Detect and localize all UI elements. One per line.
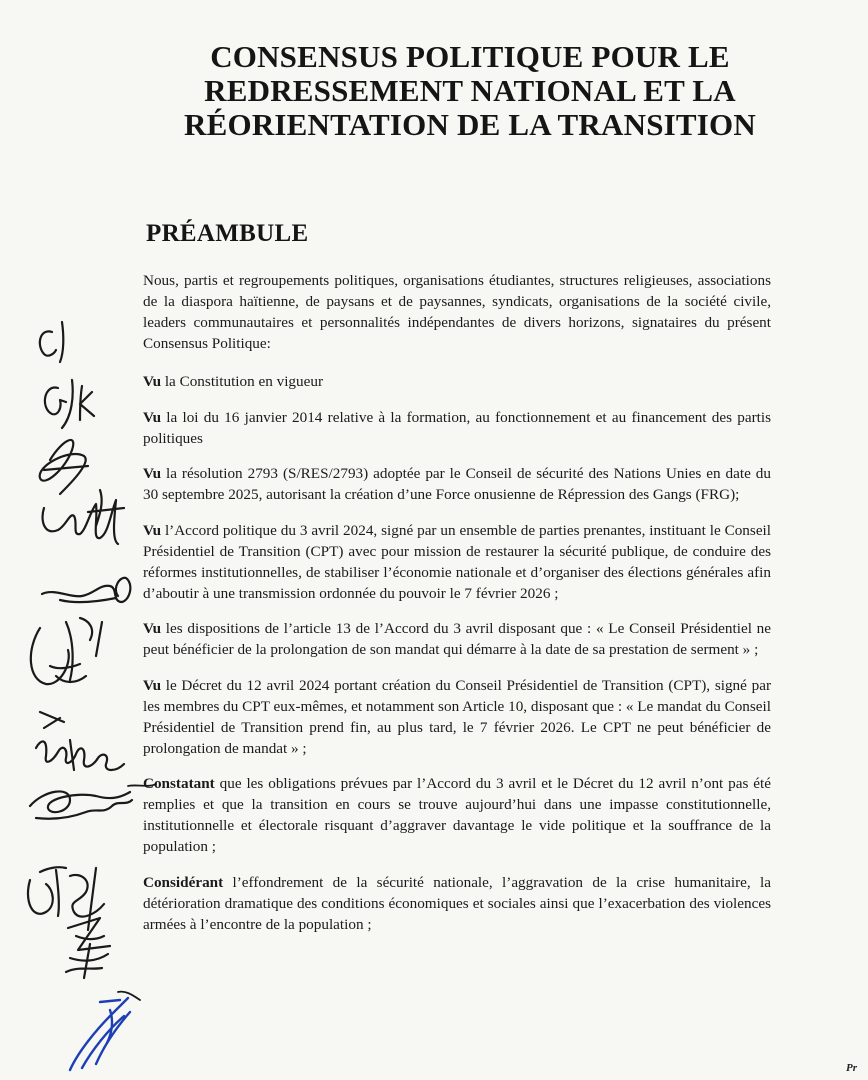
clause-lead: Constatant [143,775,215,792]
clause-lead: Vu [143,521,162,539]
overlap-scribble-2 [118,992,140,1000]
signature-1 [40,322,63,362]
clause-paragraph [143,872,771,935]
page-mark: Pr [846,1062,857,1074]
signature-6 [31,618,102,684]
signature-10 [66,918,110,978]
clause-text: l’effondrement de la sécurité nationale, l’aggravation de la crise humanitaire, la détérioration dramatique des conditions économiques et sociales ainsi que l’exacerbation des violences armées à l’encontre de la population ; [143,873,771,933]
clause-paragraph [143,371,771,392]
clause-paragraph [143,407,771,449]
clause-paragraph [143,773,771,857]
title-line-1: CONSENSUS POLITIQUE POUR LE [210,39,730,74]
clause-text: la Constitution en vigueur [161,373,324,390]
signature-8 [30,791,132,818]
preamble-body [143,270,771,949]
clause-text: le Décret du 12 avril 2024 portant création du Conseil Présidentiel de Transition (CPT), signé par les membres du CPT eux-mêmes, et notamment son Article 10, disposant que : « Le mandat du Conseil Présidentiel de Transition prend fin, au plus tard, le 7 février 2026. Le CPT ne peut bénéficier de prolongation de mandat » ; [143,676,771,757]
clause-text: l’Accord politique du 3 avril 2024, signé par un ensemble de parties prenantes, instituant le Conseil Présidentiel de Transition (CPT) avec pour mission de restaurer la sécurité publique, de conduire des réformes institutionnelles, de stabiliser l’économie nationale et d’organiser des élections générales afin d’aboutir à une transmission ordonnée du pouvoir le 7 février 2026 ; [143,521,771,602]
clause-paragraph [143,675,771,759]
clause-text: la résolution 2793 (S/RES/2793) adoptée par le Conseil de sécurité des Nations Unies en date du 30 septembre 2025, autorisant la création d’une Force onusienne de Répression des Gangs (FRG); [143,465,771,503]
clause-paragraph [143,463,771,505]
clause-lead: Vu [143,620,162,637]
clause-lead: Vu [143,465,162,482]
clause-paragraph [143,618,771,660]
section-heading: PRÉAMBULE [146,220,309,247]
document-title [120,40,820,142]
clause-lead: Vu [143,676,162,694]
clause-text: les dispositions de l’article 13 de l’Accord du 3 avril disposant que : « Le Conseil Présidentiel ne peut bénéficier de la prolongation de son mandat qui démarre à la date de sa prestation de serment » ; [143,620,771,658]
clause-lead: Vu [143,373,162,390]
signature-3 [40,440,88,494]
clause-lead: Vu [143,408,162,426]
intro-paragraph: Nous, partis et regroupements politiques, organisations étudiantes, structures religieuses, associations de la diaspora haïtienne, de paysans et de paysannes, syndicats, organisations de la société civile, leaders communautaires et personnalités indépendantes de divers horizons, signataires du présent Consensus Politique: [143,272,771,352]
signature-9 [28,867,104,930]
clause-text: que les obligations prévues par l’Accord du 3 avril et le Décret du 12 avril n’ont pas été remplies et que la transition en cours se trouve aujourd’hui dans une impasse constitutionnelle, institutionnelle et électorale risquant d’aggraver davantage le vide politique et la souffrance de la population ; [143,775,771,855]
signature-5 [42,578,130,602]
clause-lead: Considérant [143,873,224,891]
signature-2 [45,380,94,428]
title-line-3: RÉORIENTATION DE LA TRANSITION [184,107,756,142]
signature-7 [36,712,124,770]
clause-paragraph [143,520,771,604]
signature-4 [43,490,124,544]
title-line-2: REDRESSEMENT NATIONAL ET LA [204,73,736,108]
signature-11 [70,998,130,1070]
clause-text: la loi du 16 janvier 2014 relative à la formation, au fonctionnement et au financement des partis politiques [143,408,771,447]
